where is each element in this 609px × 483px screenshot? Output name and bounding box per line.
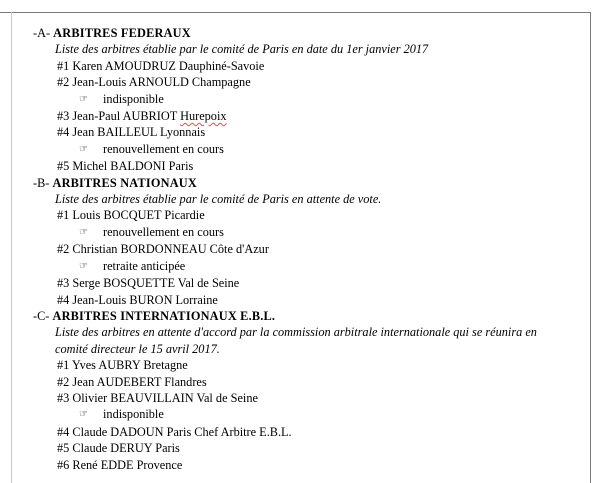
referee-entry: #3 Olivier BEAUVILLAIN Val de Seine [57,390,258,405]
referee-note [33,406,573,423]
referee-entry [33,108,573,124]
document-body[interactable] [33,25,573,473]
section-heading-b [33,175,573,191]
section-description: Liste des arbitres établie par le comité de Paris en date du 1er janvier 2017 [55,42,429,57]
referee-entry: #4 Jean-Louis BURON Lorraine [57,292,218,307]
referee-entry: #5 Michel BALDONI Paris [57,159,194,174]
section-letter: -A- [33,26,51,40]
referee-entry: #1 Yves AUBRY Bretagne [57,358,188,373]
referee-entry: #5 Claude DERUY Paris [57,441,180,456]
referee-entry: #4 Claude DADOUN Paris Chef Arbitre E.B.L. [57,424,292,439]
pointing-hand-icon: ☞ [79,93,88,105]
referee-entry: #2 Jean AUDEBERT Flandres [57,374,207,389]
referee-entry: #2 Christian BORDONNEAU Côte d'Azur [57,242,269,257]
referee-entry: #1 Louis BOCQUET Picardie [57,208,205,223]
section-heading-c [33,308,573,324]
section-heading-a [33,25,573,41]
entry-text: #3 Jean-Paul AUBRIOT [57,109,181,124]
note-text: retraite anticipée [103,258,186,273]
referee-entry: #3 Serge BOSQUETTE Val de Seine [57,276,240,291]
section-description: Liste des arbitres établie par le comité de Paris en attente de vote. [55,192,382,207]
spellcheck-flagged-word[interactable]: Hurepoix [180,109,227,124]
referee-entry: #6 René EDDE Provence [57,457,183,472]
margin-rule [11,12,12,483]
referee-entry: #1 Karen AMOUDRUZ Dauphiné-Savoie [57,58,265,73]
section-title: ARBITRES FEDERAUX [53,26,191,40]
section-letter: -C- [33,308,50,323]
note-text: indisponible [103,407,164,422]
referee-entry: #4 Jean BAILLEUL Lyonnais [57,125,206,140]
pointing-hand-icon: ☞ [79,409,88,421]
note-text: renouvellement en cours [103,141,224,156]
note-text: renouvellement en cours [103,224,224,239]
referee-note [33,224,573,241]
referee-note [33,258,573,275]
section-description: Liste des arbitres en attente d'accord par la commission arbitrale internationale qui se réunira en comité directeur le 15 avril 2017. [55,325,537,356]
note-text: indisponible [103,91,164,106]
referee-entry: #2 Jean-Louis ARNOULD Champagne [57,75,251,90]
section-title: ARBITRES INTERNATIONAUX E.B.L. [52,308,276,323]
section-title: ARBITRES NATIONAUX [52,175,197,190]
referee-note [33,141,573,158]
pointing-hand-icon: ☞ [79,226,88,238]
referee-note [33,91,573,108]
pointing-hand-icon: ☞ [79,143,88,155]
pointing-hand-icon: ☞ [79,260,88,272]
section-letter: -B- [33,175,50,190]
